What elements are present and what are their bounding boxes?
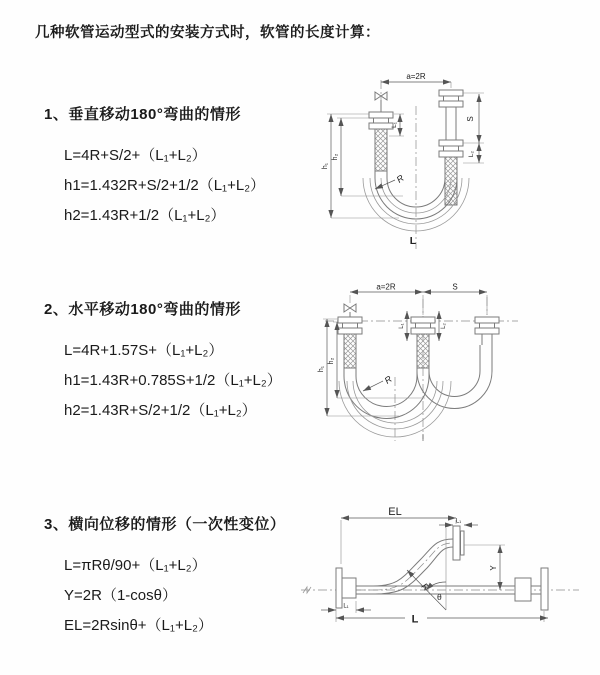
dim-label-l1-top: L₁ xyxy=(455,518,462,525)
valve-icon xyxy=(344,304,356,312)
section-3-heading: 3、横向位移的情形（一次性变位） xyxy=(44,516,286,533)
formula-line: h1=1.432R+S/2+1/2（L₁+L₂） xyxy=(64,177,266,194)
radius-label: R xyxy=(419,581,432,593)
formula-line: h1=1.43R+0.785S+1/2（L₁+L₂） xyxy=(64,372,282,389)
dim-label-el: EL xyxy=(388,506,402,518)
braided-hose-section xyxy=(344,334,356,368)
formula-line: Y=2R（1-cosθ） xyxy=(64,587,177,604)
angle-label: θ xyxy=(437,592,442,602)
section-3 xyxy=(44,513,285,641)
length-label: L xyxy=(409,235,417,247)
formula-line: EL=2Rsinθ+（L₁+L₂） xyxy=(64,617,213,634)
radius-label: R xyxy=(394,172,406,185)
dimensions xyxy=(322,72,484,247)
braided-hose-section xyxy=(417,334,429,368)
dim-label-a2r: a=2R xyxy=(376,282,396,292)
formula-line: h2=1.43R+1/2（L₁+L₂） xyxy=(64,207,226,224)
dim-label-l2: L₂ xyxy=(468,150,475,158)
braided-hose-section xyxy=(375,129,387,171)
dim-label-y: Y xyxy=(489,565,498,571)
formula-line: L=4R+1.57S+（L₁+L₂） xyxy=(64,342,224,359)
dim-label-l2: L₂ xyxy=(441,323,447,329)
dim-label-s: S xyxy=(452,282,458,292)
diagram-vertical-180-bend xyxy=(303,66,575,264)
dim-label-h2: h₂ xyxy=(328,357,335,365)
dim-label-h2: h₂ xyxy=(332,153,339,161)
section-2-heading: 2、水平移动180°弯曲的情形 xyxy=(44,301,241,318)
hose-drawing xyxy=(338,304,499,419)
dim-label-h1: h₁ xyxy=(322,162,329,170)
dim-label-l1-bottom: L₁ xyxy=(343,603,349,610)
formula-line: L=4R+S/2+（L₁+L₂） xyxy=(64,147,207,164)
dim-label-l1: L₁ xyxy=(399,323,405,329)
dim-label-l1: L₁ xyxy=(391,122,398,128)
dim-label-a2r: a=2R xyxy=(406,72,426,81)
dimensions xyxy=(321,506,548,626)
page-title: 几种软管运动型式的安装方式时，软管的长度计算： xyxy=(35,25,380,41)
hose-drawing xyxy=(303,526,548,610)
dim-label-s: S xyxy=(466,116,475,122)
dim-label-h1: h₁ xyxy=(318,365,325,373)
formula-line: L=πRθ/90+（L₁+L₂） xyxy=(64,557,207,574)
section-1-heading: 1、垂直移动180°弯曲的情形 xyxy=(44,106,241,123)
section-2 xyxy=(44,298,282,426)
formula-line: h2=1.43R+S/2+1/2（L₁+L₂） xyxy=(64,402,257,419)
diagram-horizontal-180-bend xyxy=(303,281,575,463)
radius-label: R xyxy=(382,373,394,386)
dimensions xyxy=(318,283,487,442)
diagram-lateral-displacement xyxy=(293,498,595,663)
section-1 xyxy=(44,103,265,231)
length-label: L xyxy=(411,613,419,626)
